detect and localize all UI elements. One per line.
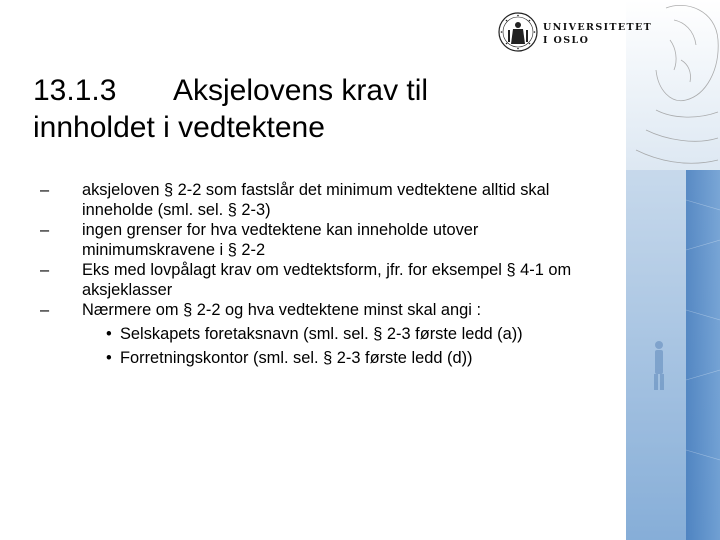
sub-list-item bbox=[40, 348, 610, 368]
sub-list-item-text: Selskapets foretaksnavn (sml. sel. § 2-3 første ledd (a)) bbox=[120, 325, 523, 343]
list-item-text: Nærmere om § 2-2 og hva vedtektene minst skal angi : bbox=[82, 301, 482, 319]
title-text-line2: innholdet i vedtektene bbox=[33, 111, 325, 144]
list-item bbox=[40, 260, 610, 300]
sub-list-item-text: Forretningskontor (sml. sel. § 2-3 første ledd (d)) bbox=[120, 349, 473, 367]
sub-list-item bbox=[40, 324, 610, 344]
dash-marker: – bbox=[40, 181, 50, 199]
decorative-side-art bbox=[626, 0, 720, 540]
university-seal-icon bbox=[498, 12, 538, 52]
list-item-text: ingen grenser for hva vedtektene kan inneholde utover minimumskravene i § 2-2 bbox=[82, 221, 479, 259]
title-section-number: 13.1.3 bbox=[33, 74, 117, 107]
list-item bbox=[40, 180, 610, 220]
list-item-text: aksjeloven § 2-2 som fastslår det minimum vedtektene alltid skal inneholde (sml. sel. § 2-3) bbox=[82, 181, 550, 219]
dash-marker: – bbox=[40, 261, 50, 279]
logo-text-line2: I OSLO bbox=[543, 35, 590, 46]
list-item bbox=[40, 300, 610, 320]
university-logo bbox=[498, 12, 653, 56]
list-item-text: Eks med lovpålagt krav om vedtektsform, jfr. for eksempel § 4-1 om aksjeklasser bbox=[82, 261, 572, 299]
dash-marker: – bbox=[40, 221, 50, 239]
dash-marker: – bbox=[40, 301, 50, 319]
bullet-marker: • bbox=[106, 349, 112, 367]
list-item bbox=[40, 220, 610, 260]
logo-text-line1: UNIVERSITETET bbox=[543, 22, 653, 33]
bullet-list bbox=[40, 180, 610, 368]
title-text: Aksjelovens krav til bbox=[173, 74, 429, 107]
bullet-marker: • bbox=[106, 325, 112, 343]
slide-title bbox=[33, 72, 593, 146]
